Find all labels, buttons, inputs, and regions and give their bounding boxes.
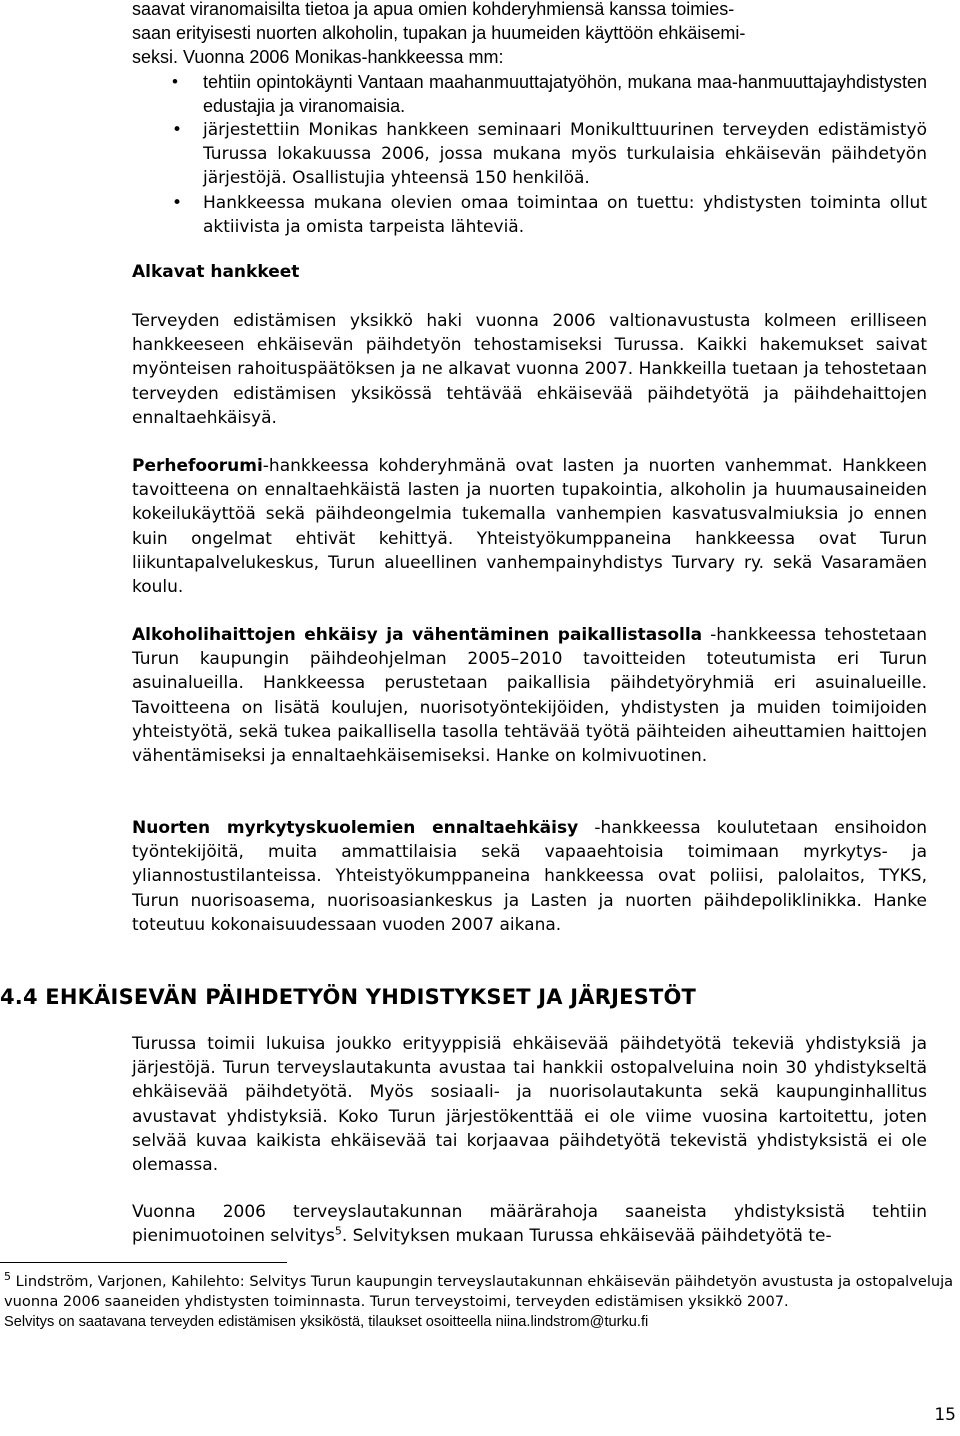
project-name: Nuorten myrkytyskuolemien ennaltaehkäisy: [132, 818, 579, 838]
subheading-started-projects: Alkavat hankkeet: [132, 262, 300, 282]
continuation-paragraph: [132, 0, 927, 70]
project-description: -hankkeessa tehostetaan Turun kaupungin päihdeohjelman 2005–2010 tavoitteiden toteutumista eri Turun asuinalueilla. Hankkeessa perustetaan paikallisia päihdetyöryhmiä eri asuinalueille. Tavoitteena on lisätä koulujen, nuorisotyöntekijöiden, yhdistysten ja muiden toimijoiden yhteistyötä, sekä tukea paikallisella tasolla tehtävää työtä päihteiden aiheuttamien haittojen vähentämiseksi ja ennaltaehkäisemiseksi. Hanke on kolmivuotinen.: [132, 625, 927, 767]
bullet-icon: •: [172, 192, 183, 213]
project-myrkytyskuolemien-ennaltaehkaisy: [132, 816, 927, 937]
continuation-line-2: saan erityisesti nuorten alkoholin, tupakan ja huumeiden käyttöön ehkäisemi-: [132, 23, 746, 44]
section-4-4-paragraph-2: [132, 1200, 927, 1248]
project-description: -hankkeessa koulutetaan ensihoidon työntekijöitä, muita ammattilaisia sekä vapaaehtoisia toimimaan myrkytys- ja yliannostustilanteissa. Yhteistyökumppaneina hankkeessa ovat poliisi, palolaitos, TYKS, Turun nuorisoasema, nuorisoasiankeskus ja Lasten ja nuorten päihdepoliklinikka. Hanke toteutuu kokonaisuudessaan vuoden 2007 aikana.: [132, 818, 927, 935]
paragraph-text: Vuonna 2006 terveyslautakunnan määrärahoja saaneista yhdistyksistä tehtiin pienimuotoinen selvitys: [132, 1202, 927, 1247]
bullet-icon: •: [172, 120, 183, 141]
footnote-availability: Selvitys on saatavana terveyden edistämisen yksiköstä, tilaukset osoitteella niina.lindstrom@turku.fi: [4, 1314, 649, 1330]
list-item: [132, 70, 927, 118]
bullet-icon: •: [172, 71, 178, 91]
footnote-separator: [0, 1262, 287, 1263]
footnote-reference[interactable]: 5: [334, 1224, 342, 1238]
project-perhefoorumi: [132, 454, 927, 599]
bullet-list: [0, 70, 927, 239]
footnote-marker: 5: [4, 1270, 11, 1284]
continuation-line-1: saavat viranomaisilta tietoa ja apua omien kohderyhmiensä kanssa toimies-: [132, 0, 735, 19]
bullet-text: tehtiin opintokäynti Vantaan maahanmuuttajatyöhön, mukana maa-hanmuuttajayhdistysten edustajia ja viranomaisia.: [203, 71, 927, 116]
section-heading-4-4: 4.4 EHKÄISEVÄN PÄIHDETYÖN YHDISTYKSET JA JÄRJESTÖT: [0, 985, 697, 1009]
paragraph-text-cont: . Selvityksen mukaan Turussa ehkäisevää päihdetyötä te-: [341, 1226, 832, 1247]
started-projects-intro: Terveyden edistämisen yksikkö haki vuonna 2006 valtionavustusta kolmeen erilliseen hankkeeseen ehkäisevän päihdetyön tehostamiseksi Turussa. Kaikki hakemukset saivat myönteisen rahoituspäätöksen ja ne alkavat vuonna 2007. Hankkeilla tuetaan ja tehostetaan terveyden edistämisen yksikössä tehtävää ehkäisevää päihdetyötä ja päihdehaittojen ennaltaehkäisyä.: [132, 311, 927, 428]
list-item: [132, 118, 927, 191]
project-name: Perhefoorumi: [132, 456, 263, 476]
continuation-block: [132, 0, 927, 239]
footnote-citation: [4, 1272, 957, 1312]
bullet-text: järjestettiin Monikas hankkeen seminaari Monikulttuurinen terveyden edistämistyö Turussa lokakuussa 2006, jossa mukana myös turkulaisia ehkäisevän päihdetyön järjestöjä. Osallistujia yhteensä 150 henkilöä.: [203, 120, 927, 189]
page-number: 15: [934, 1405, 956, 1425]
continuation-line-3: seksi. Vuonna 2006 Monikas-hankkeessa mm:: [132, 47, 504, 68]
bullet-text: Hankkeessa mukana olevien omaa toimintaa on tuettu: yhdistysten toiminta ollut aktiivista ja omista tarpeista lähteviä.: [203, 192, 927, 237]
project-name: Alkoholihaittojen ehkäisy ja vähentäminen paikallistasolla: [132, 625, 703, 645]
project-alkoholihaittojen-ehkaisy: [132, 623, 927, 768]
footnote-text: Lindström, Varjonen, Kahilehto: Selvitys Turun kaupungin terveyslautakunnan ehkäisevän päihdetyön avustusta ja ostopalveluja vuonna 2006 saaneiden yhdistysten toiminnasta. Turun terveystoimi, terveyden edistämisen yksikkö 2007.: [4, 1273, 954, 1310]
list-item: [132, 191, 927, 239]
section-4-4-paragraph-1: Turussa toimii lukuisa joukko erityyppisiä ehkäisevää päihdetyötä tekeviä yhdistyksiä ja järjestöjä. Turun terveyslautakunta avustaa tai hankkii ostopalveluina noin 30 yhdistykseltä ehkäisevää päihdetyötä. Myös sosiaali- ja nuorisolautakunta sekä kaupunginhallitus avustavat yhdistyksiä. Koko Turun järjestökenttää ei ole viime vuosina kartoitettu, joten selvää kuvaa kaikista ehkäisevää tai korjaavaa päihdetyötä tekevistä yhdistyksistä ei ole olemassa.: [132, 1034, 927, 1176]
project-description: -hankkeessa kohderyhmänä ovat lasten ja nuorten vanhemmat. Hankkeen tavoitteena on ennaltaehkäistä lasten ja nuorten tupakointia, alkoholin ja huumausaineiden kokeilukäyttöä sekä päihdeongelmia tukemalla vanhempien kasvatusvalmiuksia jo ennen kuin ongelmat ehtivät kehittyä. Yhteistyökumppaneina hankkeessa ovat Turun liikuntapalvelukeskus, Turun alueellinen vanhempainyhdistys Turvary ry. sekä Vasaramäen koulu.: [132, 456, 927, 598]
footnote: [4, 1272, 957, 1332]
